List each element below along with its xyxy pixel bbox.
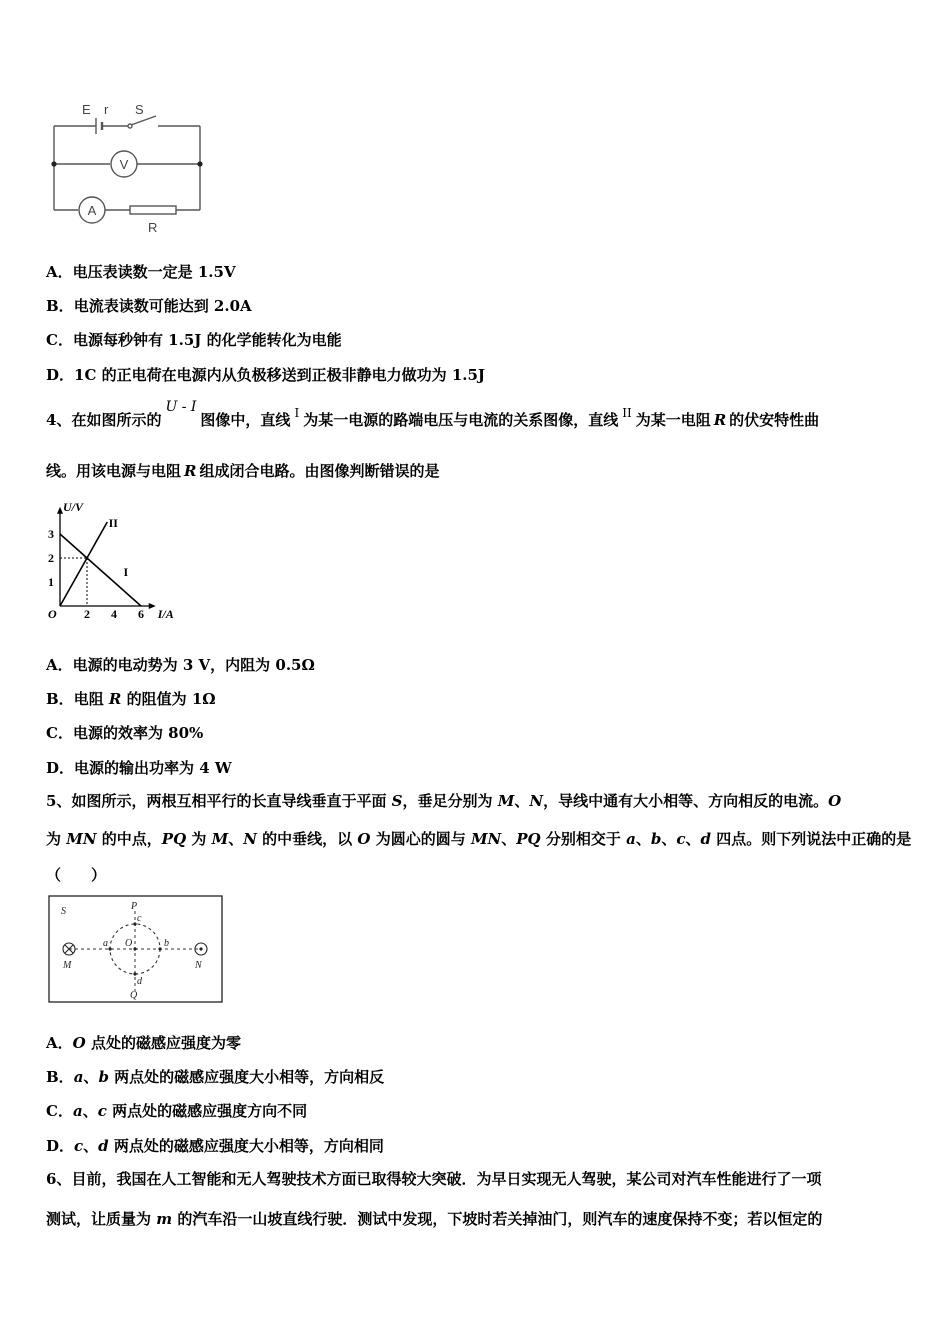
q5-stem-text2 <box>46 830 911 848</box>
q5-option-b: B．a、b 两点处的磁感应强度大小相等，方向相反 <box>46 1068 385 1086</box>
x-tick-label: 6 <box>138 607 144 621</box>
text-run: b <box>98 1068 109 1086</box>
text-run: S <box>391 792 403 810</box>
q5-stem-line2 <box>46 828 911 849</box>
text-run: 、 <box>501 830 517 848</box>
text-run: N <box>529 792 544 810</box>
text-run: 、 <box>83 1137 99 1155</box>
label-b: b <box>164 938 169 949</box>
plane-label-S: S <box>61 906 66 917</box>
text-run: 两点处的磁感应强度大小相等，方向相同 <box>108 1137 384 1155</box>
text-run: a <box>72 1102 83 1120</box>
label-M: M <box>63 960 72 971</box>
label-Q: Q <box>130 990 138 1001</box>
text-run: 的中点， <box>96 830 162 848</box>
text-run: O <box>357 830 371 848</box>
y-tick-label: 3 <box>48 527 54 541</box>
q3-option-c: C．电源每秒钟有 1.5J 的化学能转化为电能 <box>46 331 342 349</box>
circuit-diagram <box>44 96 214 238</box>
text-run: 、 <box>685 830 701 848</box>
series-label-II: II <box>108 515 118 530</box>
text-run: 两点处的磁感应强度大小相等，方向相反 <box>108 1068 385 1086</box>
text-run: 为 <box>46 830 67 848</box>
text-run: 的中垂线，以 <box>256 830 358 848</box>
text-run: 四点。则下列说法中正确的是 <box>711 830 912 848</box>
label-r: r <box>104 102 109 117</box>
text-run: 如图所示，两根互相平行的长直导线垂直于平面 <box>71 792 392 810</box>
text-run: a <box>626 830 636 848</box>
q4-option-c: C．电源的效率为 80% <box>46 724 204 742</box>
text-run: MN <box>66 830 97 848</box>
u-i-chart <box>40 488 190 628</box>
option-text <box>74 1137 384 1155</box>
text-run: 、 <box>635 830 651 848</box>
label-N: N <box>195 960 202 971</box>
text-run: 分别相交于 <box>540 830 627 848</box>
text-run: c <box>676 830 686 848</box>
option-text <box>74 1068 384 1086</box>
q3-option-b: B．电流表读数可能达到 2.0A <box>46 297 252 315</box>
text-run: O <box>72 1034 86 1052</box>
y-tick-label: 1 <box>48 575 54 589</box>
text-run: 点处的磁感应强度为零 <box>85 1034 241 1052</box>
text-run: 、 <box>82 1102 98 1120</box>
q6-stem-line2: 测试，让质量为 m 的汽车沿一山坡直线行驶．测试中发现，下坡时若关掉油门，则汽车的速度保持不变；若以恒定的 <box>46 1210 823 1228</box>
wires-figure <box>48 895 226 1007</box>
y-tick-label: 2 <box>48 551 54 565</box>
text-run: d <box>98 1137 109 1155</box>
text-run: PQ <box>516 830 541 848</box>
q4-option-d: D．电源的输出功率为 4 W <box>46 759 232 777</box>
text-run: 、 <box>514 792 530 810</box>
x-axis-label: I/A <box>157 607 174 621</box>
option-text <box>73 1034 241 1052</box>
label-S: S <box>135 102 144 117</box>
x-axis-arrow <box>149 603 156 609</box>
text-run: 、 <box>661 830 677 848</box>
text-run: M <box>497 792 515 810</box>
q5-option-c: C．a、c 两点处的磁感应强度方向不同 <box>46 1102 308 1120</box>
resistor-label: R <box>148 220 158 235</box>
series-label-I: I <box>123 565 129 579</box>
q5-stem-text1 <box>71 792 841 810</box>
text-run: 为 <box>186 830 212 848</box>
ammeter-label: A <box>87 203 97 218</box>
text-run: c <box>74 1137 84 1155</box>
text-run: N <box>243 830 257 848</box>
q4-option-b: B．电阻 R 的阻值为 1Ω <box>46 690 216 708</box>
q3-option-d: D．1C 的正电荷在电源内从负极移送到正极非静电力做功为 1.5J <box>46 366 486 384</box>
text-run: d <box>700 830 712 848</box>
voltmeter-label: V <box>119 157 129 172</box>
label-E: E <box>82 102 91 117</box>
q4-stem-line1: 4、在如图所示的U - I图像中，直线 $^I$ 为某一电源的路端电压与电流的关系图像，直线 $^{II}$ 为某一电阻 R 的伏安特性曲 <box>46 399 820 429</box>
q6-stem-line1: 6、目前，我国在人工智能和无人驾驶技术方面已取得较大突破．为早日实现无人驾驶，某公司对汽车性能进行了一项 <box>46 1170 822 1188</box>
text-run: 为圆心的圆与 <box>370 830 471 848</box>
label-P: P <box>131 901 138 912</box>
option-text <box>73 1102 307 1120</box>
q5-stem-line1: 5、如图所示，两根互相平行的长直导线垂直于平面 S，垂足分别为 M、N，导线中通有大小相等、方向相反的电流。O <box>46 792 842 810</box>
text-run: b <box>650 830 662 848</box>
label-d: d <box>137 976 142 987</box>
text-run: ，导线中通有大小相等、方向相反的电流。 <box>543 792 829 810</box>
origin-label: O <box>48 607 57 621</box>
y-axis-label: U/V <box>63 499 84 514</box>
q4-stem-line2: 线。用该电源与电阻 R 组成闭合电路。由图像判断错误的是 <box>46 462 440 480</box>
series-line-II <box>60 522 107 606</box>
text-run: 、 <box>228 830 244 848</box>
label-c: c <box>137 913 142 924</box>
x-tick-label: 2 <box>84 607 90 621</box>
x-tick-label: 4 <box>111 607 117 621</box>
q5-option-a: A．O 点处的磁感应强度为零 <box>46 1034 241 1052</box>
q5-answer-blank: （ ） <box>46 866 107 884</box>
series-line-I <box>60 534 141 606</box>
text-run: MN <box>470 830 502 848</box>
q5-option-d: D．c、d 两点处的磁感应强度大小相等，方向相同 <box>46 1137 384 1155</box>
text-run: M <box>211 830 229 848</box>
text-run: a <box>73 1068 84 1086</box>
text-run: 两点处的磁感应强度方向不同 <box>106 1102 308 1120</box>
q4-option-a: A．电源的电动势为 3 V，内阻为 0.5Ω <box>46 656 315 674</box>
text-run: PQ <box>161 830 187 848</box>
label-O: O <box>125 938 133 949</box>
text-run: O <box>828 792 842 810</box>
q3-option-a: A．电压表读数一定是 1.5V <box>46 263 236 281</box>
text-run: 、 <box>83 1068 99 1086</box>
text-run: c <box>97 1102 107 1120</box>
label-a: a <box>103 938 108 949</box>
text-run: ，垂足分别为 <box>402 792 498 810</box>
